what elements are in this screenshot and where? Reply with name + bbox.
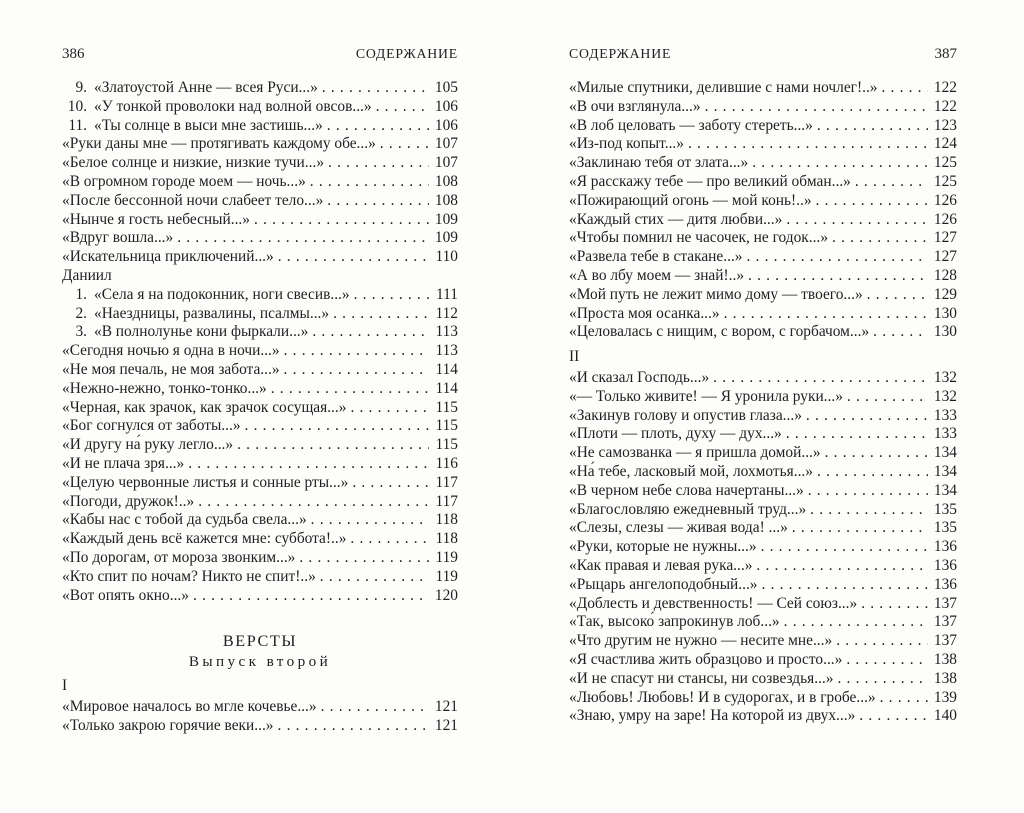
toc-entry [569,613,957,632]
toc-entry [569,192,957,211]
toc-entry [569,576,957,595]
dot-leader [254,211,429,230]
entry-title: «Закинув голову и опустив глаза...» [569,406,802,424]
entry-page-number: 113 [435,342,458,360]
entry-page-number: 118 [435,530,458,548]
dot-leader [762,576,928,595]
toc-entry [62,474,458,493]
dot-leader [713,369,928,388]
toc-entry [569,463,957,482]
entry-page-number: 134 [933,481,957,499]
entry-page-number: 138 [933,669,957,687]
dot-leader [816,192,928,211]
entry-title: «Пожирающий огонь — мой конь!..» [569,191,812,209]
dot-leader [284,361,429,380]
entry-page-number: 116 [435,454,458,472]
entry-title: «Бог согнулся от заботы...» [62,417,241,435]
entry-title: «И не спасут ни стансы, ни созвездья...» [569,669,834,687]
running-header-right [569,46,957,63]
entry-title: «Как правая и левая рука...» [569,556,753,574]
entry-page-number: 133 [933,425,957,443]
dot-leader [333,305,429,324]
entry-number: 3. [75,323,87,341]
entry-title: «А во лбу моем — знай!..» [569,266,745,284]
toc-entry [569,98,957,117]
dot-leader [786,211,928,230]
toc-entry [569,707,957,726]
toc-entry [62,192,458,211]
entry-page-number: 112 [435,304,458,322]
dot-leader [705,98,928,117]
entry-page-number: 134 [933,462,957,480]
dot-leader [855,173,928,192]
entry-title: «Каждый стих — дитя любви...» [569,210,783,228]
entry-page-number: 107 [434,135,458,153]
entry-page-number: 127 [933,229,957,247]
entry-title: «Я счастлива жить образцово и просто...» [569,650,843,668]
toc-entry [62,98,458,117]
page-left [62,46,458,736]
dot-leader [278,248,429,267]
section-title: ВЕРСТЫ [222,632,298,651]
running-header-left [62,46,458,63]
group-label: Даниил [62,266,112,284]
dot-leader [237,436,429,455]
entry-title: «Чтобы помнил не часочек, не годок...» [569,229,829,247]
entry-page-number: 125 [933,172,957,190]
entry-page-number: 135 [933,519,957,537]
toc-entry [569,425,957,444]
entry-title: «Кто спит по ночам? Никто не спит!..» [62,567,316,585]
toc-entry [569,229,957,248]
entry-number: 2. [75,304,87,322]
entry-title: «Черная, как зрачок, как зрачок сосущая...» [62,398,347,416]
entry-title: «Белое солнце и низкие, низкие тучи...» [62,154,325,172]
entry-title: «Нежно-нежно, тонко-тонко...» [62,379,267,397]
toc-entry [569,632,957,651]
dot-leader [724,305,928,324]
toc-entry [569,651,957,670]
entry-title: «Благословляю ежедневный труд...» [569,500,807,518]
section-subtitle: Выпуск второй [188,652,332,670]
entry-title: «Целовалась с нищим, с вором, с горбачом...» [569,323,870,341]
toc-entry [62,286,458,305]
page-number-left: 386 [62,46,85,62]
dot-leader [810,501,928,520]
dot-leader [748,267,928,286]
entry-page-number: 136 [933,538,957,556]
entry-title: «Знаю, умру на заре! На которой из двух...» [569,707,856,725]
dot-leader [861,595,928,614]
entry-page-number: 117 [435,473,458,491]
entry-title: «Искательница приключений...» [62,248,274,266]
entry-title: «В лоб целовать — заботу стереть...» [569,116,813,134]
group-label: I [62,677,68,695]
entry-title: «Каждый день всё кажется мне: суббота!..» [62,530,347,548]
entry-title: «И другу на́ руку легло...» [62,436,234,454]
page-number-right: 387 [934,46,957,62]
toc-entry [569,482,957,501]
entry-title: «Доблесть и девственность! — Сей союз...» [569,594,858,612]
entry-title: «Мой путь не лежит мимо дому — твоего...» [569,285,863,303]
dot-leader [752,154,928,173]
running-head-title-right: СОДЕРЖАНИЕ [569,46,672,61]
toc-entry [569,369,957,388]
entry-title: «Нынче я гость небесный...» [62,210,250,228]
entry-page-number: 121 [434,698,458,716]
dot-leader [284,342,429,361]
entry-page-number: 105 [434,79,458,96]
entry-title: «Что другим не нужно — несите мне...» [569,632,833,650]
entry-title: «Так, высоко́ запрокинув лоб...» [569,613,780,631]
toc-entry [62,436,458,455]
entry-title: «В огромном городе моем — ночь...» [62,172,306,190]
dot-leader [846,651,928,670]
dot-leader [320,568,429,587]
toc-entry [569,323,957,342]
toc-entry [569,248,957,267]
entry-number: 10. [67,97,87,115]
dot-leader [376,98,429,117]
dot-leader [299,549,429,568]
toc-entry [62,698,458,717]
entry-page-number: 114 [435,379,458,397]
entry-number: 1. [75,285,87,303]
entry-page-number: 106 [434,97,458,115]
toc-entry [62,173,458,192]
dot-leader [352,474,429,493]
entry-page-number: 120 [434,586,458,604]
toc-entry [569,117,957,136]
dot-leader [350,399,429,418]
entry-page-number: 133 [933,406,957,424]
entry-page-number: 140 [933,707,957,725]
entry-page-number: 136 [933,575,957,593]
toc-entry [62,342,458,361]
toc-entry [62,493,458,512]
entry-title: «Милые спутники, делившие с нами ночлег!..» [569,79,878,96]
toc-entry [62,79,458,98]
entry-page-number: 129 [933,285,957,303]
entry-title: «В очи взглянула...» [569,97,701,115]
entry-title: «Из-под копыт...» [569,135,684,153]
dot-leader [193,587,429,606]
dot-leader [786,425,928,444]
toc-entry [62,305,458,324]
entry-page-number: 137 [933,632,957,650]
dot-leader [806,407,928,426]
entry-number: 11. [68,116,87,134]
entry-title: «Заклинаю тебя от злата...» [569,154,749,172]
dot-leader [327,192,429,211]
dot-leader [746,248,928,267]
entry-title: «На́ тебе, ласковый мой, лохмотья...» [569,462,813,480]
entry-page-number: 132 [933,368,957,386]
entry-page-number: 137 [933,613,957,631]
entry-title: «Села я на подоконник, ноги свесив...» [94,285,350,303]
toc-entry [569,267,957,286]
entry-page-number: 125 [933,154,957,172]
dot-leader [688,135,928,154]
dot-leader [836,632,928,651]
entry-page-number: 126 [933,210,957,228]
entry-title: «Любовь! Любовь! И в судорогах, и в гробе...» [569,688,876,706]
toc-entry [569,595,957,614]
entry-page-number: 136 [933,556,957,574]
entry-page-number: 134 [933,444,957,462]
entry-page-number: 107 [434,154,458,172]
dot-leader [880,689,928,708]
entry-title: «Слезы, слезы — живая вода! ...» [569,519,788,537]
entry-page-number: 117 [435,492,458,510]
entry-page-number: 135 [933,500,957,518]
entry-title: «По дорогам, от мороза звонким...» [62,548,296,566]
dot-leader [271,380,429,399]
entry-title: «У тонкой проволоки над волной овсов...» [94,97,372,115]
entry-title: «Я расскажу тебе — про великий обман...» [569,172,851,190]
entry-page-number: 119 [435,567,458,585]
dot-leader [312,323,429,342]
entry-title: «Развела тебе в стакане...» [569,248,743,266]
entry-page-number: 114 [435,360,458,378]
entry-title: «Погоди, дружок!..» [62,492,195,510]
dot-leader [784,613,928,632]
dot-leader [354,286,429,305]
toc-column-left [62,79,458,736]
entry-title: «Рыцарь ангелоподобный...» [569,575,758,593]
toc-entry [569,305,957,324]
entry-title: «Руки даны мне — протягивать каждому обе...» [62,135,376,153]
toc-entry [62,361,458,380]
entry-page-number: 108 [434,172,458,190]
dot-leader [837,670,928,689]
entry-page-number: 130 [933,304,957,322]
entry-page-number: 106 [434,116,458,134]
entry-page-number: 115 [435,417,458,435]
dot-leader [327,117,429,136]
toc-entry [62,568,458,587]
dot-leader [311,511,429,530]
toc-entry [62,229,458,248]
entry-page-number: 130 [933,323,957,341]
entry-title: «— Только живите! — Я уронила руки...» [569,387,843,405]
entry-page-number: 119 [435,548,458,566]
entry-page-number: 115 [435,398,458,416]
entry-title: «Наездницы, развалины, псалмы...» [94,304,330,322]
entry-title: «В черном небе слова начертаны...» [569,481,804,499]
toc-entry [62,717,458,736]
entry-page-number: 124 [933,135,957,153]
entry-title: «Златоустой Анне — всея Руси...» [94,79,318,96]
running-head-title-left: СОДЕРЖАНИЕ [355,46,458,61]
dot-leader [881,79,928,98]
entry-title: «После бессонной ночи слабеет тело...» [62,191,324,209]
entry-title: «Не моя печаль, не моя забота...» [62,360,280,378]
entry-title: «Кабы нас с тобой да судьба свела...» [62,511,307,529]
toc-entry [569,519,957,538]
entry-title: «Не самозванка — я пришла домой...» [569,444,821,462]
toc-entry [62,417,458,436]
toc-entry [62,380,458,399]
dot-leader [873,323,928,342]
group-label: II [569,348,580,366]
entry-page-number: 121 [434,716,458,734]
toc-entry [569,557,957,576]
toc-entry [569,538,957,557]
dot-leader [321,698,429,717]
dot-leader [825,444,928,463]
toc-entry [569,211,957,230]
entry-title: «Ты солнце в выси мне застишь...» [94,116,323,134]
toc-entry [62,211,458,230]
toc-entry [62,117,458,136]
toc-column-right [569,79,957,726]
entry-title: «И сказал Господь...» [569,368,710,386]
entry-title: «Руки, которые не нужны...» [569,538,757,556]
dot-leader [867,286,928,305]
toc-entry [62,587,458,606]
entry-number: 9. [75,79,87,96]
entry-title: «Мировое началось во мгле кочевье...» [62,698,317,716]
entry-page-number: 108 [434,191,458,209]
dot-leader [756,557,928,576]
entry-title: «Проста моя осанка...» [569,304,720,322]
toc-entry [62,135,458,154]
toc-entry [569,670,957,689]
toc-entry [62,154,458,173]
entry-page-number: 128 [933,266,957,284]
dot-leader [278,717,429,736]
entry-title: «Целую червонные листья и сонные рты...» [62,473,349,491]
entry-page-number: 132 [933,387,957,405]
dot-leader [177,229,429,248]
dot-leader [188,455,429,474]
entry-page-number: 118 [435,511,458,529]
dot-leader [847,388,928,407]
entry-title: «Сегодня ночью я одна в ночи...» [62,342,280,360]
toc-entry [62,511,458,530]
entry-title: «Только закрою горячие веки...» [62,716,274,734]
dot-leader [808,482,928,501]
entry-page-number: 111 [436,285,458,303]
entry-page-number: 123 [933,116,957,134]
dot-leader [198,493,429,512]
toc-entry [569,286,957,305]
entry-page-number: 110 [435,248,458,266]
dot-leader [245,417,429,436]
toc-entry [62,248,458,267]
entry-page-number: 109 [434,229,458,247]
dot-leader [350,530,429,549]
entry-title: «В полнолунье кони фыркали...» [94,323,309,341]
toc-entry [569,173,957,192]
dot-leader [817,463,928,482]
entry-page-number: 127 [933,248,957,266]
toc-entry [569,154,957,173]
entry-title: «И не плача зря...» [62,454,185,472]
dot-leader [832,229,928,248]
entry-page-number: 139 [933,688,957,706]
dot-leader [761,538,928,557]
toc-entry [62,323,458,342]
toc-entry [569,79,957,98]
dot-leader [817,117,928,136]
entry-page-number: 138 [933,650,957,668]
entry-title: «Плоти — плоть, духу — дух...» [569,425,782,443]
dot-leader [380,135,429,154]
entry-title: «Вдруг вошла...» [62,229,174,247]
toc-entry [62,549,458,568]
toc-entry [569,501,957,520]
toc-entry [569,407,957,426]
toc-entry [569,444,957,463]
toc-entry [569,388,957,407]
dot-leader [328,154,429,173]
dot-leader [322,79,429,98]
dot-leader [792,519,928,538]
entry-page-number: 122 [933,79,957,96]
toc-entry [569,135,957,154]
entry-page-number: 122 [933,97,957,115]
entry-title: «Вот опять окно...» [62,586,189,604]
toc-entry [569,689,957,708]
toc-entry [62,530,458,549]
page-right [569,46,957,726]
entry-page-number: 137 [933,594,957,612]
entry-page-number: 109 [434,210,458,228]
entry-page-number: 115 [435,436,458,454]
toc-entry [62,455,458,474]
dot-leader [859,707,928,726]
toc-entry [62,399,458,418]
entry-page-number: 113 [435,323,458,341]
entry-page-number: 126 [933,191,957,209]
dot-leader [310,173,429,192]
